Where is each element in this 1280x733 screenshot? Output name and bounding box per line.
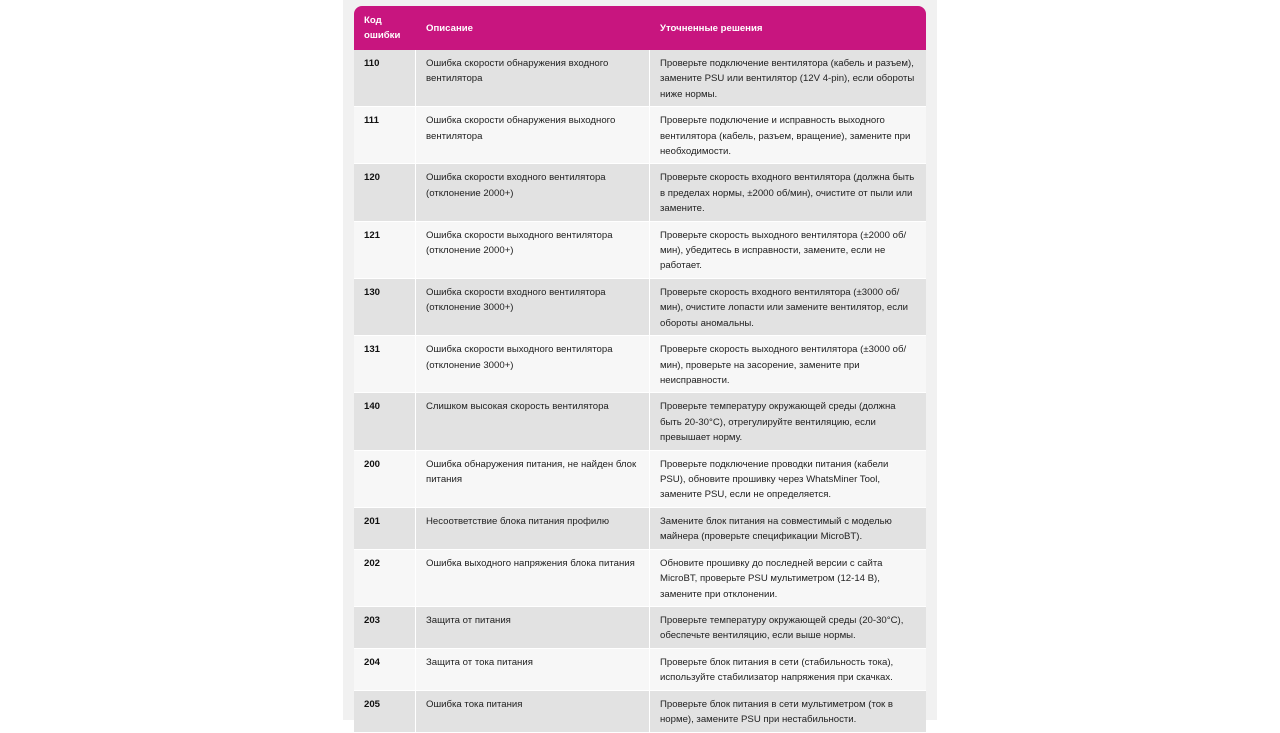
description-cell: Слишком высокая скорость вентилятора <box>416 393 650 450</box>
error-code-cell: 140 <box>354 393 416 450</box>
description-cell: Ошибка скорости выходного вентилятора (отклонение 3000+) <box>416 336 650 393</box>
table-row <box>354 649 926 691</box>
error-codes-table-wrapper <box>354 6 926 733</box>
fix-cell: Проверьте блок питания в сети (стабильность тока), используйте стабилизатор напряжения при скачках. <box>650 649 926 691</box>
error-code-cell: 200 <box>354 451 416 508</box>
error-code-cell: 203 <box>354 607 416 649</box>
fix-cell: Проверьте скорость входного вентилятора (должна быть в пределах нормы, ±2000 об/мин), очистите от пыли или замените. <box>650 164 926 221</box>
header-row <box>354 6 926 50</box>
table-body <box>354 50 926 733</box>
description-cell: Несоответствие блока питания профилю <box>416 508 650 550</box>
table-row <box>354 607 926 649</box>
description-cell: Ошибка скорости выходного вентилятора (отклонение 2000+) <box>416 222 650 279</box>
error-code-cell: 202 <box>354 550 416 607</box>
description-cell: Ошибка обнаружения питания, не найден блок питания <box>416 451 650 508</box>
description-cell: Ошибка скорости входного вентилятора (отклонение 2000+) <box>416 164 650 221</box>
table-row <box>354 451 926 508</box>
header-code-text: Код ошибки <box>364 15 401 41</box>
table-row <box>354 50 926 107</box>
fix-cell: Проверьте скорость выходного вентилятора (±3000 об/мин), проверьте на засорение, замените при неисправности. <box>650 336 926 393</box>
fix-cell: Проверьте блок питания в сети мультиметром (ток в норме), замените PSU при нестабильности. <box>650 691 926 733</box>
fix-cell: Проверьте подключение и исправность выходного вентилятора (кабель, разъем, вращение), замените при необходимости. <box>650 107 926 164</box>
description-cell: Ошибка скорости обнаружения выходного вентилятора <box>416 107 650 164</box>
table-row <box>354 691 926 733</box>
table-row <box>354 164 926 221</box>
error-code-cell: 201 <box>354 508 416 550</box>
header-description: Описание <box>416 6 650 50</box>
description-cell: Защита от тока питания <box>416 649 650 691</box>
table-row <box>354 336 926 393</box>
header-fix: Уточненные решения <box>650 6 926 50</box>
fix-cell: Проверьте подключение вентилятора (кабель и разъем), замените PSU или вентилятор (12V 4-pin), если обороты ниже нормы. <box>650 50 926 107</box>
error-code-cell: 130 <box>354 279 416 336</box>
table-header <box>354 6 926 50</box>
table-row <box>354 107 926 164</box>
fix-cell: Проверьте скорость входного вентилятора (±3000 об/мин), очистите лопасти или замените вентилятор, если обороты аномальны. <box>650 279 926 336</box>
error-code-cell: 110 <box>354 50 416 107</box>
table-row <box>354 508 926 550</box>
error-codes-table <box>354 6 926 733</box>
error-code-cell: 111 <box>354 107 416 164</box>
fix-cell: Замените блок питания на совместимый с моделью майнера (проверьте спецификации MicroBT). <box>650 508 926 550</box>
error-code-cell: 204 <box>354 649 416 691</box>
error-code-cell: 120 <box>354 164 416 221</box>
table-row <box>354 279 926 336</box>
description-cell: Защита от питания <box>416 607 650 649</box>
table-row <box>354 550 926 607</box>
fix-cell: Проверьте температуру окружающей среды (20-30°C), обеспечьте вентиляцию, если выше нормы. <box>650 607 926 649</box>
table-row <box>354 393 926 450</box>
error-code-cell: 121 <box>354 222 416 279</box>
fix-cell: Проверьте подключение проводки питания (кабели PSU), обновите прошивку через WhatsMiner Tool, замените PSU, если не определяется. <box>650 451 926 508</box>
description-cell: Ошибка скорости обнаружения входного вентилятора <box>416 50 650 107</box>
fix-cell: Проверьте скорость выходного вентилятора (±2000 об/мин), убедитесь в исправности, замените, если не работает. <box>650 222 926 279</box>
fix-cell: Проверьте температуру окружающей среды (должна быть 20-30°C), отрегулируйте вентиляцию, если превышает норму. <box>650 393 926 450</box>
description-cell: Ошибка тока питания <box>416 691 650 733</box>
description-cell: Ошибка выходного напряжения блока питания <box>416 550 650 607</box>
description-cell: Ошибка скорости входного вентилятора (отклонение 3000+) <box>416 279 650 336</box>
table-row <box>354 222 926 279</box>
header-code <box>354 6 416 50</box>
fix-cell: Обновите прошивку до последней версии с сайта MicroBT, проверьте PSU мультиметром (12-14 В), замените при отклонении. <box>650 550 926 607</box>
error-code-cell: 131 <box>354 336 416 393</box>
error-code-cell: 205 <box>354 691 416 733</box>
